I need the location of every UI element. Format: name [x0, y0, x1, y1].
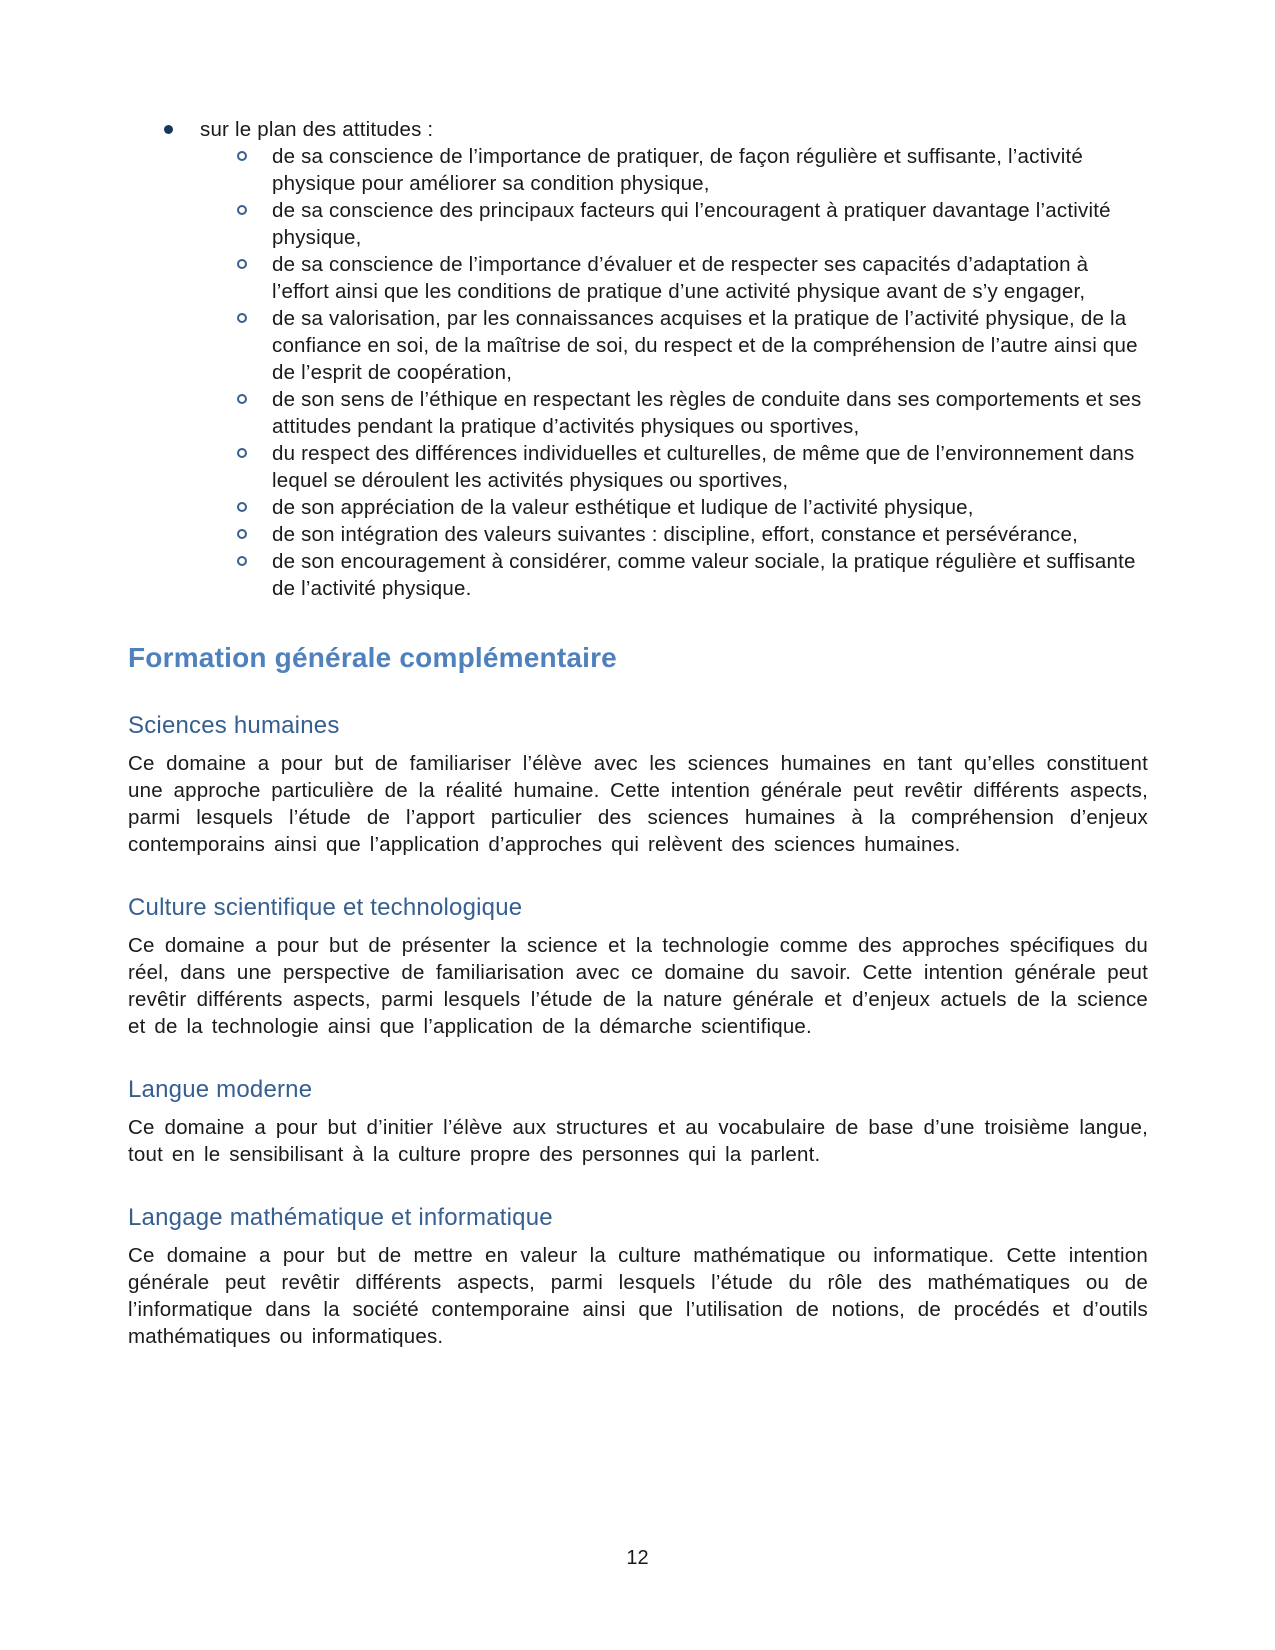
list-item-text: du respect des différences individuelles et culturelles, de même que de l’environnement dans lequel se déroulent les activités physiques ou sportives,	[272, 442, 1135, 492]
list-item	[128, 305, 1148, 386]
list-item-text: de son encouragement à considérer, comme valeur sociale, la pratique régulière et suffisante de l’activité physique.	[272, 550, 1136, 600]
subsection-body-langage-mathematique: Ce domaine a pour but de mettre en valeur la culture mathématique ou informatique. Cette intention générale peut revêtir différents aspects, parmi lesquels l’étude du rôle des mathématiques ou de l’informatique dans la société contemporaine ainsi que l’utilisation de notions, de procédés et d’outils mathématiques ou informatiques.	[128, 1244, 1148, 1348]
subsection-body-culture-scientifique: Ce domaine a pour but de présenter la science et la technologie comme des approches spécifiques du réel, dans une perspective de familiarisation avec ce domaine du savoir. Cette intention générale peut revêtir différents aspects, parmi lesquels l’étude de la nature générale et d’enjeux actuels de la science et de la technologie ainsi que l’application de la démarche scientifique.	[128, 934, 1148, 1038]
list-item-text: de son sens de l’éthique en respectant les règles de conduite dans ses comportements et ses attitudes pendant la pratique d’activités physiques ou sportives,	[272, 388, 1142, 438]
circle-bullet-icon	[237, 151, 247, 161]
list-item	[128, 548, 1148, 602]
circle-bullet-icon	[237, 205, 247, 215]
circle-bullet-icon	[237, 313, 247, 323]
list-item	[128, 521, 1148, 548]
list-item-text: de sa conscience de l’importance d’évaluer et de respecter ses capacités d’adaptation à l’effort ainsi que les conditions de pratique d’une activité physique avant de s’y engager,	[272, 253, 1089, 303]
subsection-heading-sciences-humaines: Sciences humaines	[128, 712, 340, 739]
circle-bullet-icon	[237, 448, 247, 458]
list-item-text: de sa conscience de l’importance de pratiquer, de façon régulière et suffisante, l’activité physique pour améliorer sa condition physique,	[272, 145, 1083, 195]
circle-bullet-icon	[237, 394, 247, 404]
page-number: 12	[626, 1547, 649, 1569]
list-item	[128, 197, 1148, 251]
page-footer	[0, 1545, 1275, 1572]
subsection-heading-langage-mathematique: Langage mathématique et informatique	[128, 1204, 553, 1231]
disc-bullet-icon	[164, 125, 173, 134]
section-heading-formation-generale: Formation générale complémentaire	[128, 642, 617, 673]
list-item-text: de son appréciation de la valeur esthétique et ludique de l’activité physique,	[272, 496, 974, 519]
subsection-heading-langue-moderne: Langue moderne	[128, 1076, 313, 1103]
subsection-body-langue-moderne: Ce domaine a pour but d’initier l’élève aux structures et au vocabulaire de base d’une troisième langue, tout en le sensibilisant à la culture propre des personnes qui la parlent.	[128, 1116, 1148, 1166]
list-item-text: de sa conscience des principaux facteurs qui l’encouragent à pratiquer davantage l’activité physique,	[272, 199, 1111, 249]
list-item	[128, 494, 1148, 521]
circle-bullet-icon	[237, 259, 247, 269]
subsection-heading-culture-scientifique: Culture scientifique et technologique	[128, 894, 523, 921]
list-item-level1	[128, 116, 1148, 143]
list-item-text: sur le plan des attitudes :	[200, 118, 434, 141]
attitudes-bullet-list	[128, 116, 1148, 602]
subsection-body-sciences-humaines: Ce domaine a pour but de familiariser l’élève avec les sciences humaines en tant qu’elles constituent une approche particulière de la réalité humaine. Cette intention générale peut revêtir différents aspects, parmi lesquels l’étude de l’apport particulier des sciences humaines à la compréhension d’enjeux contemporains ainsi que l’application d’approches qui relèvent des sciences humaines.	[128, 752, 1148, 856]
list-item	[128, 440, 1148, 494]
list-item-text: de son intégration des valeurs suivantes : discipline, effort, constance et persévérance,	[272, 523, 1078, 546]
circle-bullet-icon	[237, 529, 247, 539]
list-item	[128, 386, 1148, 440]
circle-bullet-icon	[237, 556, 247, 566]
circle-bullet-icon	[237, 502, 247, 512]
list-item-text: de sa valorisation, par les connaissances acquises et la pratique de l’activité physique, de la confiance en soi, de la maîtrise de soi, du respect et de la compréhension de l’autre ainsi que de l’esprit de coopération,	[272, 307, 1138, 384]
list-item	[128, 251, 1148, 305]
list-item	[128, 143, 1148, 197]
